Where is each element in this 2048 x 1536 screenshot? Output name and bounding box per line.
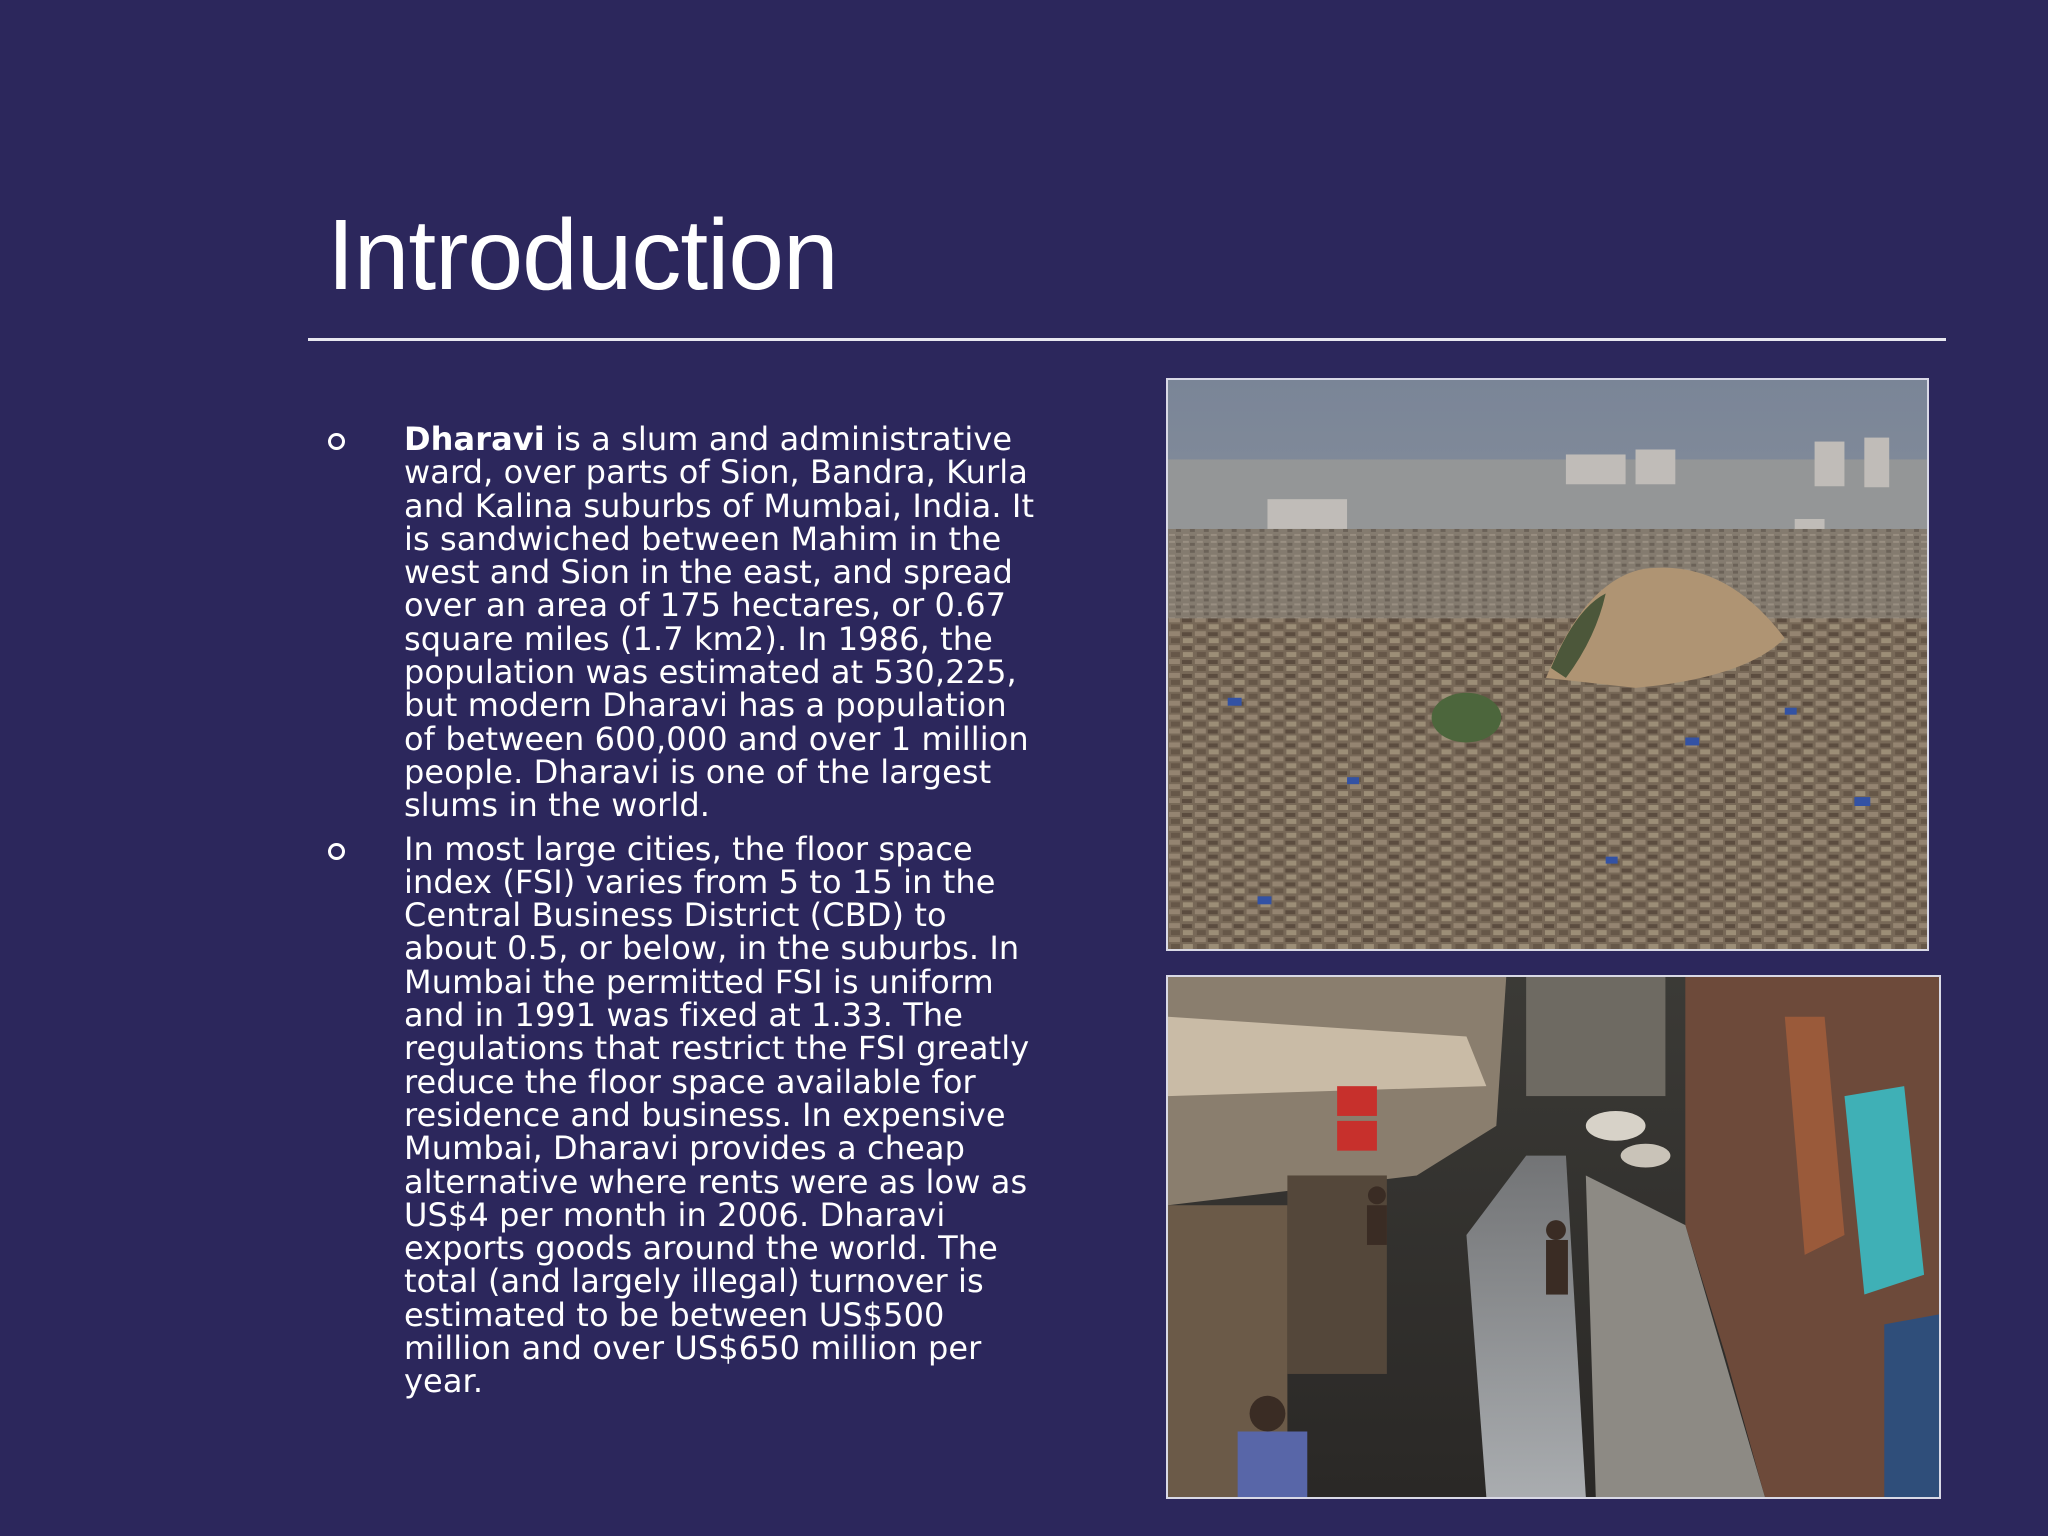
bullet-item (324, 420, 1044, 825)
bullet-body: is a slum and administrative ward, over parts of Sion, Bandra, Kurla and Kalina suburbs of Mumbai, India. It is sandwiched between Mahim in the west and Sion in the east, and spread over an area of 175 hectares, or 0.67 square miles (1.7 km2). In 1986, the population was estimated at 530,225, but modern Dharavi has a population of between 600,000 and over 1 million people. Dharavi is one of the largest slums in the world. (404, 420, 1035, 825)
bullet-list (324, 420, 1044, 1409)
hollow-circle-icon (328, 843, 345, 860)
hollow-circle-icon (328, 433, 345, 450)
aerial-slum-photo (1166, 378, 1929, 951)
slum-alley-image (1168, 977, 1939, 1497)
slide-title: Introduction (327, 199, 838, 311)
bullet-body: In most large cities, the floor space index (FSI) varies from 5 to 15 in the Central Business District (CBD) to about 0.5, or below, in the suburbs. In Mumbai the permitted FSI is uniform and in 1991 was fixed at 1.33. The regulations that restrict the FSI greatly reduce the floor space available for residence and business. In expensive Mumbai, Dharavi provides a cheap alternative where rents were as low as US$4 per month in 2006. Dharavi exports goods around the world. The total (and largely illegal) turnover is estimated to be between US$500 million and over US$650 million per year. (404, 829, 1030, 1401)
bullet-item (324, 829, 1044, 1401)
slum-alley-photo (1166, 975, 1941, 1499)
bullet-text (404, 829, 1044, 1401)
bullet-text (404, 420, 1044, 825)
title-divider (308, 338, 1946, 341)
aerial-slum-image (1168, 380, 1927, 949)
bullet-bold-lead: Dharavi (404, 420, 545, 458)
